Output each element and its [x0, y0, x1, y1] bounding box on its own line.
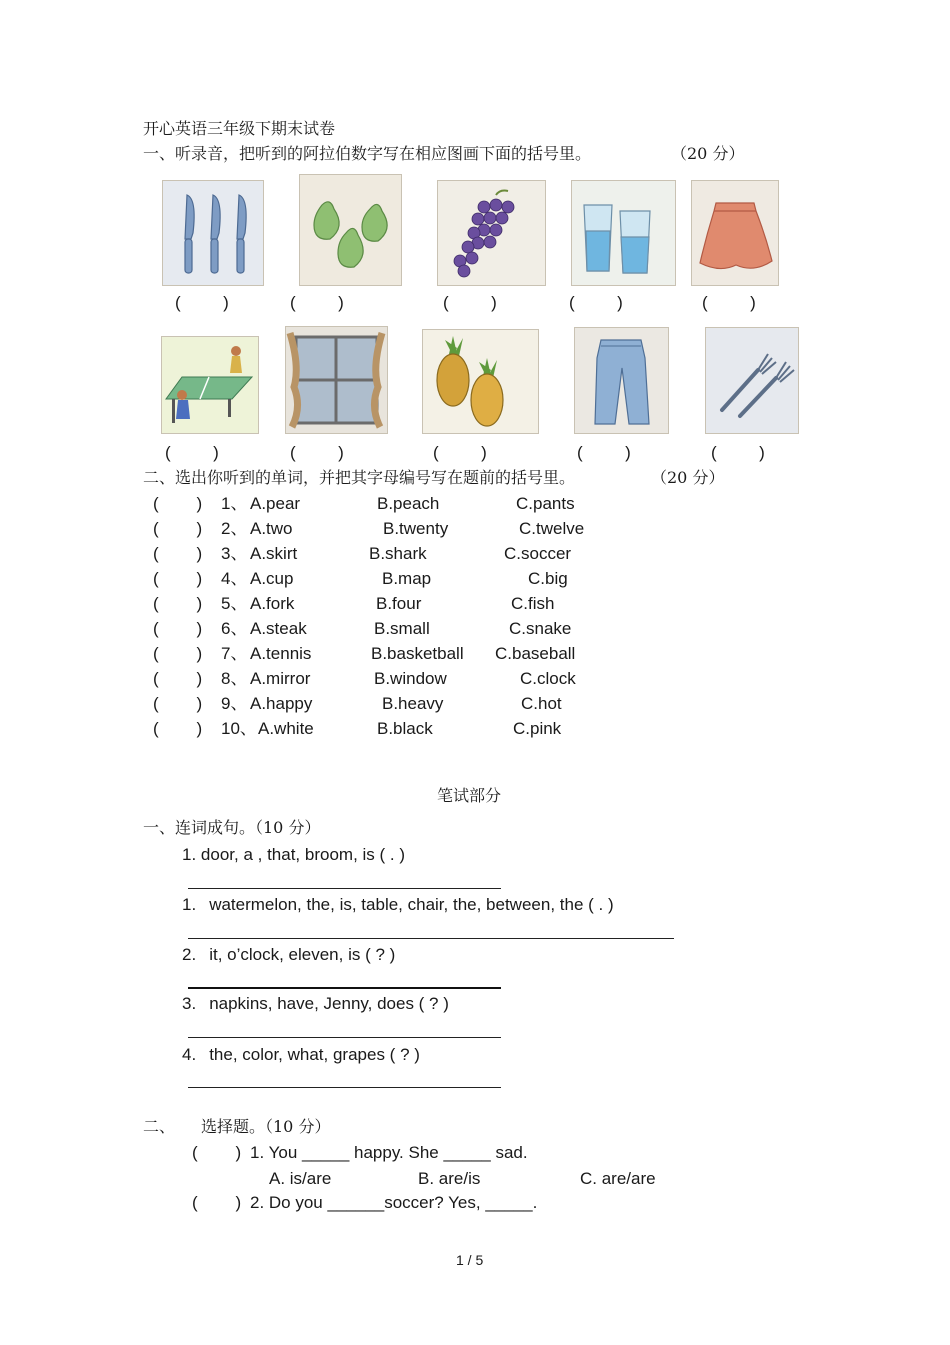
answer-paren[interactable]: ( )	[153, 619, 203, 638]
option-a: A.pear	[250, 494, 301, 513]
option-c: C.twelve	[519, 519, 585, 538]
answer-line[interactable]	[188, 888, 501, 889]
answer-paren[interactable]: ( )	[153, 569, 203, 588]
ping-pong-icon	[161, 336, 259, 434]
answer-paren[interactable]: ( )	[153, 719, 203, 738]
pears-icon	[299, 174, 402, 286]
answer-paren[interactable]: ( )	[175, 293, 229, 312]
glasses-icon	[571, 180, 676, 286]
answer-line[interactable]	[188, 1087, 501, 1088]
section-heading-sentences: 一、连词成句。（10 分）	[143, 818, 321, 837]
item-number: 7、	[221, 644, 248, 663]
answer-paren[interactable]: ( )	[153, 694, 203, 713]
option-c: C.baseball	[495, 644, 576, 663]
answer-paren[interactable]: ( )	[153, 544, 203, 563]
option-a: A.happy	[250, 694, 313, 713]
option-a: A.two	[250, 519, 293, 538]
option-c: C.snake	[509, 619, 572, 638]
option-c: C.pants	[516, 494, 575, 513]
answer-paren[interactable]: ( )	[153, 644, 203, 663]
answer-paren[interactable]: ( )	[153, 494, 203, 513]
option-a: A.cup	[250, 569, 294, 588]
item-number: 2、	[221, 519, 248, 538]
option-a: A.steak	[250, 619, 307, 638]
option-c: C.clock	[520, 669, 576, 688]
item-number: 3、	[221, 544, 248, 563]
option-a: A.mirror	[250, 669, 311, 688]
option-b: B.four	[376, 594, 422, 613]
sentence-item: 2. it, o’clock, eleven, is ( ? )	[182, 945, 396, 964]
option-b: B.small	[374, 619, 430, 638]
option-c: C. are/are	[580, 1169, 656, 1188]
option-b: B.window	[374, 669, 447, 688]
option-c: C.pink	[513, 719, 562, 738]
section-heading-number: 二、	[143, 1117, 176, 1136]
answer-paren[interactable]: ( )	[577, 443, 631, 462]
section-heading-listening-2: 二、选出你听到的单词，并把其字母编号写在题前的括号里。	[143, 468, 576, 487]
answer-paren[interactable]: ( )	[165, 443, 219, 462]
section-heading-choice: 选择题。（10 分）	[201, 1117, 331, 1136]
answer-paren[interactable]: ( )	[153, 519, 203, 538]
option-b: B. are/is	[418, 1169, 481, 1188]
pineapples-icon	[422, 329, 539, 434]
item-number: 5、	[221, 594, 248, 613]
skirt-icon	[691, 180, 779, 286]
option-c: C.hot	[521, 694, 562, 713]
option-c: C.soccer	[504, 544, 572, 563]
answer-paren[interactable]: ( )	[711, 443, 765, 462]
sentence-item: 1. door, a , that, broom, is ( . )	[182, 845, 406, 864]
answer-paren[interactable]: ( )	[192, 1193, 242, 1212]
knives-icon	[162, 180, 264, 286]
section-heading-listening-1: 一、听录音，把听到的阿拉伯数字写在相应图画下面的括号里。	[143, 144, 592, 163]
window-icon	[285, 326, 388, 434]
answer-paren[interactable]: ( )	[290, 443, 344, 462]
option-a: A.white	[258, 719, 314, 738]
answer-paren[interactable]: ( )	[702, 293, 756, 312]
answer-line[interactable]	[188, 938, 674, 939]
page-title: 开心英语三年级下期末试卷	[143, 119, 336, 138]
answer-line[interactable]	[188, 1037, 501, 1038]
option-a: A.tennis	[250, 644, 312, 663]
option-c: C.fish	[511, 594, 555, 613]
answer-paren[interactable]: ( )	[153, 594, 203, 613]
item-number: 8、	[221, 669, 248, 688]
answer-paren[interactable]: ( )	[443, 293, 497, 312]
written-section-title: 笔试部分	[437, 786, 502, 805]
answer-paren[interactable]: ( )	[192, 1143, 242, 1162]
option-b: B.basketball	[371, 644, 464, 663]
sentence-item: 3. napkins, have, Jenny, does ( ? )	[182, 994, 449, 1013]
pants-icon	[574, 327, 669, 434]
item-number: 1、	[221, 494, 248, 513]
option-c: C.big	[528, 569, 568, 588]
option-b: B.shark	[369, 544, 427, 563]
option-a: A. is/are	[269, 1169, 332, 1188]
option-b: B.peach	[377, 494, 440, 513]
answer-paren[interactable]: ( )	[153, 669, 203, 688]
forks-icon	[705, 327, 799, 434]
option-b: B.black	[377, 719, 433, 738]
item-number: 9、	[221, 694, 248, 713]
option-b: B.heavy	[382, 694, 444, 713]
choice-question: 2. Do you ______soccer? Yes, _____.	[250, 1193, 538, 1212]
option-b: B.twenty	[383, 519, 449, 538]
item-number: 6、	[221, 619, 248, 638]
answer-paren[interactable]: ( )	[569, 293, 623, 312]
answer-paren[interactable]: ( )	[290, 293, 344, 312]
answer-line[interactable]	[188, 987, 501, 989]
sentence-item: 1. watermelon, the, is, table, chair, the, between, the ( . )	[182, 895, 614, 914]
option-a: A.fork	[250, 594, 295, 613]
page-number: 1 / 5	[456, 1252, 484, 1268]
item-number: 4、	[221, 569, 248, 588]
section-score: （20 分）	[651, 468, 725, 487]
grapes-icon	[437, 180, 546, 286]
item-number: 10、	[221, 719, 257, 738]
option-a: A.skirt	[250, 544, 298, 563]
choice-question: 1. You _____ happy. She _____ sad.	[250, 1143, 528, 1162]
answer-paren[interactable]: ( )	[433, 443, 487, 462]
section-score: （20 分）	[671, 144, 745, 163]
sentence-item: 4. the, color, what, grapes ( ? )	[182, 1045, 420, 1064]
option-b: B.map	[382, 569, 432, 588]
